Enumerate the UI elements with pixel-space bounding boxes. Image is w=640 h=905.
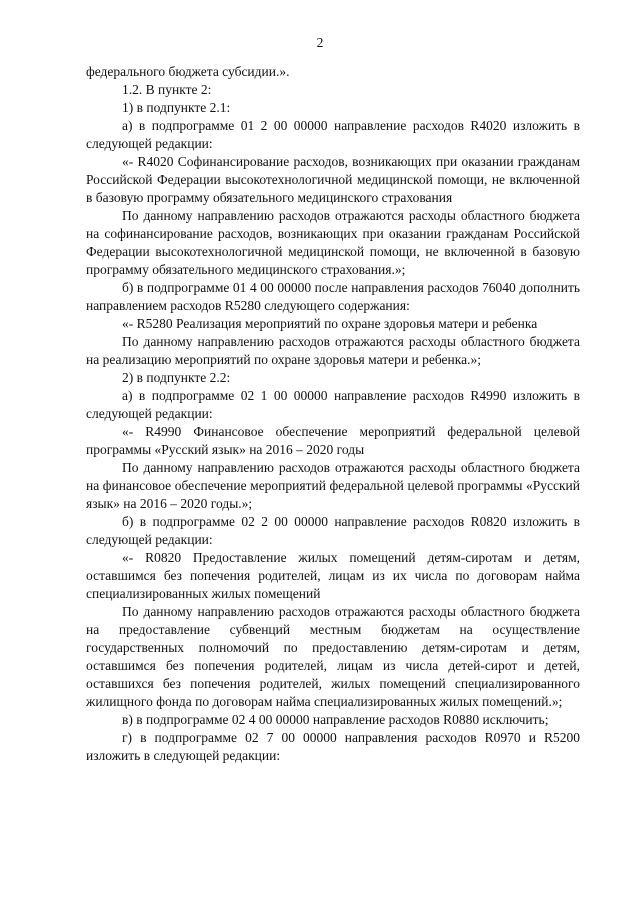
paragraph: «- R5280 Реализация мероприятий по охране здоровья матери и ребенка bbox=[122, 316, 538, 331]
paragraph: «- R4990 Финансовое обеспечение мероприятий федеральной целевой программы «Русский язык» на 2016 – 2020 годы bbox=[86, 424, 580, 457]
paragraph: По данному направлению расходов отражаются расходы областного бюджета на финансовое обеспечение мероприятий федеральной целевой программы «Русский язык» на 2016 – 2020 годы.»; bbox=[86, 460, 580, 511]
paragraph: «- R4020 Софинансирование расходов, возникающих при оказании гражданам Российской Федерации высокотехнологичной медицинской помощи, не включенной в базовую программу обязательного медицинского страхования bbox=[86, 154, 580, 205]
paragraph: По данному направлению расходов отражаются расходы областного бюджета на предоставление субвенций местным бюджетам на осуществление государственных полномочий по предоставлению детям-сиротам и детям, оставшимся без попечения родителей, лицам из числа детей-сирот и детей, оставшихся без попечения родителей, жилых помещений специализированного жилищного фонда по договорам найма специализированных жилых помещений.»; bbox=[86, 604, 580, 709]
paragraph: а) в подпрограмме 01 2 00 00000 направление расходов R4020 изложить в следующей редакции: bbox=[86, 118, 580, 151]
paragraph: По данному направлению расходов отражаются расходы областного бюджета на софинансирование расходов, возникающих при оказании гражданам Российской Федерации высокотехнологичной медицинской помощи, не включенной в базовую программу обязательного медицинского страхования.»; bbox=[86, 208, 580, 277]
paragraph: б) в подпрограмме 02 2 00 00000 направление расходов R0820 изложить в следующей редакции: bbox=[86, 514, 580, 547]
page-number: 2 bbox=[316, 35, 324, 50]
paragraph: 1) в подпункте 2.1: bbox=[122, 100, 231, 115]
paragraph: 1.2. В пункте 2: bbox=[122, 82, 212, 97]
paragraph: По данному направлению расходов отражаются расходы областного бюджета на реализацию мероприятий по охране здоровья матери и ребенка.»; bbox=[86, 334, 580, 367]
paragraph: б) в подпрограмме 01 4 00 00000 после направления расходов 76040 дополнить направлением расходов R5280 следующего содержания: bbox=[86, 280, 580, 313]
paragraph: «- R0820 Предоставление жилых помещений детям-сиротам и детям, оставшимся без попечения родителей, лицам из их числа по договорам найма специализированных жилых помещений bbox=[86, 550, 580, 601]
paragraph: а) в подпрограмме 02 1 00 00000 направление расходов R4990 изложить в следующей редакции: bbox=[86, 388, 580, 421]
document-body bbox=[86, 63, 580, 765]
paragraph: г) в подпрограмме 02 7 00 00000 направления расходов R0970 и R5200 изложить в следующей редакции: bbox=[86, 730, 580, 763]
paragraph: 2) в подпункте 2.2: bbox=[122, 370, 231, 385]
paragraph: в) в подпрограмме 02 4 00 00000 направление расходов R0880 исключить; bbox=[122, 712, 549, 727]
paragraph: федерального бюджета субсидии.». bbox=[86, 64, 290, 79]
